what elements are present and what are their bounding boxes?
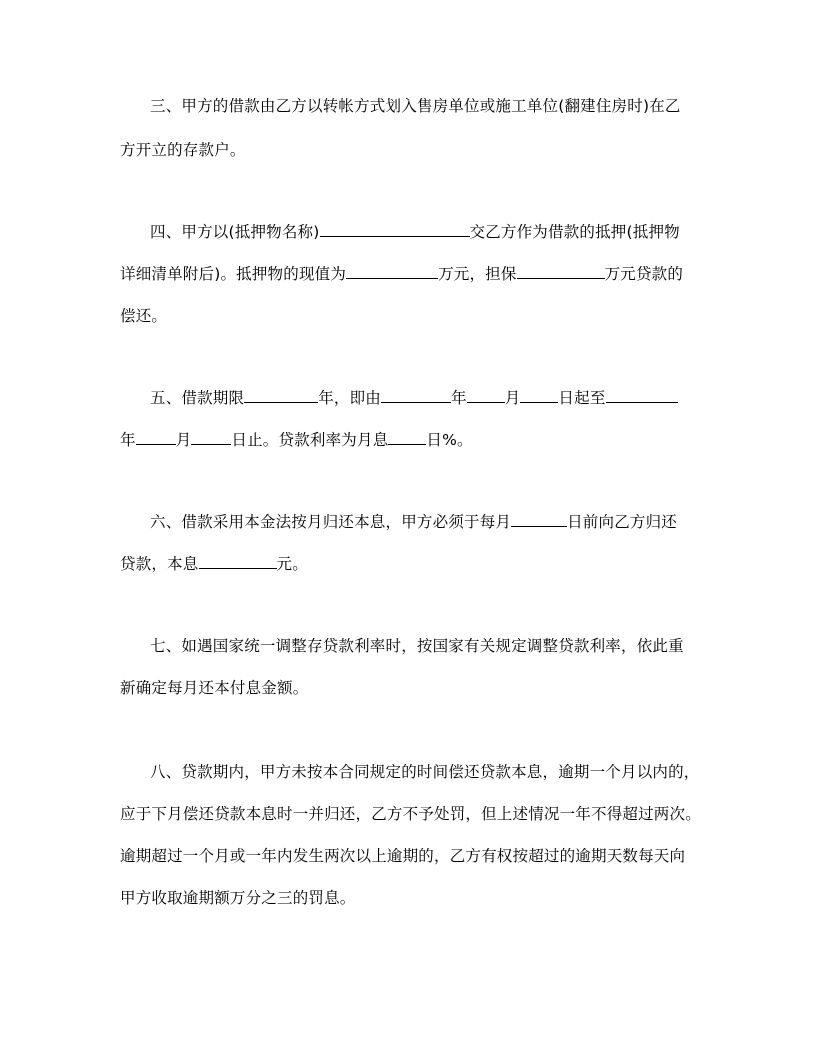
clause-5-text-c: 年: [451, 389, 467, 407]
clause-8-line-1: 八、贷款期内，甲方未按本合同规定的时间偿还贷款本息，逾期一个月以内的，: [150, 763, 700, 781]
clause-4-text-a: 四、甲方以(抵押物名称): [150, 223, 320, 241]
collateral-value-blank[interactable]: [346, 264, 438, 279]
clause-5-text-h: 日止。贷款利率为月息: [231, 431, 389, 449]
end-day-blank[interactable]: [191, 430, 231, 445]
clause-5-text-a: 五、借款期限: [150, 389, 245, 407]
clause-5-text-b: 年，即由: [318, 389, 382, 407]
clause-4-line-3: 偿还。: [120, 307, 168, 325]
clause-8-line-3: 逾期超过一个月或一年内发生两次以上逾期的，乙方有权按超过的逾期天数每天向: [120, 847, 686, 865]
clause-4-text-c: 详细清单附后)。抵押物的现值为: [120, 265, 347, 283]
clause-6-line-1: [150, 512, 677, 532]
end-year-blank[interactable]: [606, 388, 678, 403]
clause-8-line-4: 甲方收取逾期额万分之三的罚息。: [120, 889, 356, 907]
clause-4-text-d: 万元，担保: [438, 265, 517, 283]
clause-5-text-d: 月: [504, 389, 521, 407]
clause-8-line-2: 应于下月偿还贷款本息时一并归还，乙方不予处罚，但上述情况一年不得超过两次。: [120, 805, 701, 823]
start-day-blank[interactable]: [520, 388, 558, 403]
clause-7-line-2: 新确定每月还本付息金额。: [120, 679, 309, 697]
start-month-blank[interactable]: [467, 388, 505, 403]
clause-6-text-d: 元。: [276, 555, 308, 573]
clause-6-text-c: 贷款，本息: [120, 555, 199, 573]
clause-5-text-f: 年: [120, 431, 136, 449]
end-month-blank[interactable]: [136, 430, 176, 445]
clause-5-text-e: 日起至: [558, 389, 606, 407]
clause-5-text-i: 日%。: [426, 431, 473, 449]
clause-5-line-2: [120, 430, 473, 450]
clause-5-text-g: 月: [175, 431, 192, 449]
loan-term-years-blank[interactable]: [244, 388, 318, 403]
clause-6-text-b: 日前向乙方归还: [567, 513, 678, 531]
clause-7-line-1: 七、如遇国家统一调整存贷款利率时，按国家有关规定调整贷款利率，依此重: [150, 637, 684, 655]
clause-6-text-a: 六、借款采用本金法按月归还本息，甲方必须于每月: [150, 513, 512, 531]
clause-6-line-2: [120, 554, 308, 574]
guarantee-amount-blank[interactable]: [517, 264, 605, 279]
start-year-blank[interactable]: [381, 388, 451, 403]
clause-4-line-1: [150, 222, 680, 242]
clause-3-line-1: 三、甲方的借款由乙方以转帐方式划入售房单位或施工单位(翻建住房时)在乙: [150, 97, 681, 115]
repayment-day-blank[interactable]: [511, 512, 567, 527]
collateral-name-blank[interactable]: [320, 222, 470, 237]
monthly-interest-blank[interactable]: [388, 430, 426, 445]
clause-5-line-1: [150, 388, 678, 408]
clause-4-text-e: 万元贷款的: [604, 265, 684, 283]
clause-3-line-2: 方开立的存款户。: [120, 141, 246, 159]
clause-4-line-2: [120, 264, 683, 284]
principal-interest-blank[interactable]: [199, 554, 277, 569]
clause-4-text-b: 交乙方作为借款的抵押(抵押物: [469, 223, 680, 241]
